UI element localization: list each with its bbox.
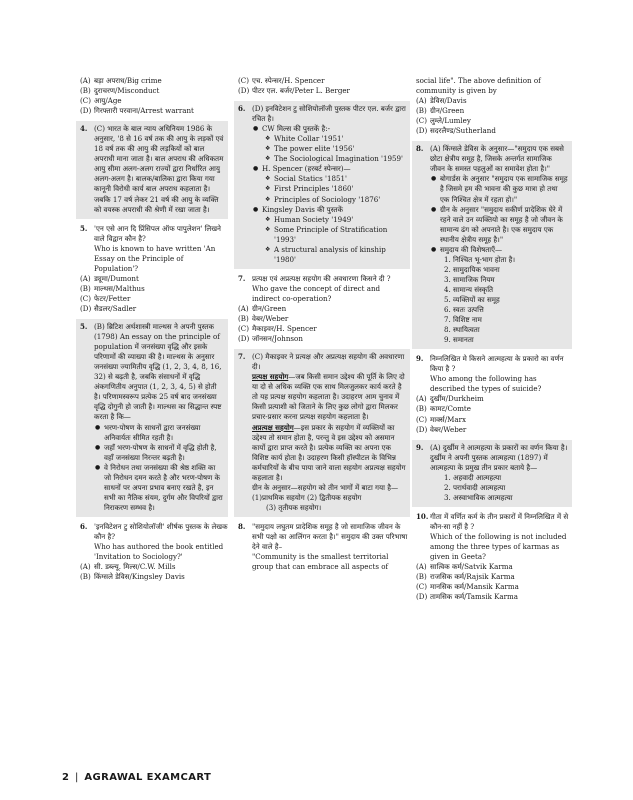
answer-6-groups: ● CW मिल्स की पुस्तकें है:- ❖ White Collar '1951' ❖ The power elite '1956' ❖ The Sociological Imagination '1959' ● H. Spencer (हरबर्ट स्पेन्सर)— ❖ Social Statics '1851' ❖ First Principles '1860' ❖ Principles of Sociology '1876' ● Kingsley Davis की पुस्तकें ❖ Human Society '1949' ❖ Some Principle of Stratification '1993' ❖ A structural analysis of kinship '1980' — [252, 124, 406, 265]
options-block: (A) बड़ा अपराध/Big crime (B) दुराचरण/Misconduct (C) आयु/Age (D) गिरफ्तारी परवाना/Arrest warrant — [80, 76, 194, 116]
column-2 — [238, 76, 410, 572]
options-block: (C) एच. स्पेन्सर/H. Spencer (D) पीटर एल. बर्जर/Peter L. Berger — [238, 76, 350, 96]
options-block: (A) डेविस/Davis (B) ग्रीन/Green (C) लुम्ले/Lumley (D) सदरलैण्ड/Sutherland — [416, 96, 496, 136]
page-footer — [62, 772, 211, 783]
answer-5-bullets: ● भरण-पोषण के साधनों द्वारा जनसंख्या अनिवार्यतः सीमित रहती है। ● जहाँ भरण-पोषण के साधनों में वृद्धि होती है, वहाँ जनसंख्या निरन्तर बढ़ती है। ● वे निरोधन तथा जनसंख्या की श्रेष्ठ शक्ति का जो निरोधन दमन करते है और भरण-पोषण के साधनों पर अपना प्रभाव बनाए रखते है, इन सभी का नैतिक संयम, दुर्गम और विपरियों द्वारा निराकरण सम्भव है। — [94, 423, 224, 513]
question-10: 10. गीता में वर्णित कर्म के तीन प्रकारों में निम्नलिखित में से कौन-सा नहीं है ? Which of the following is not included among the three types of karmas as given in Geeta? (A) सात्विक कर्म/Satvik Karma (B) राजसिक कर्म/Rajsik Karma (C) मानसिक कर्म/Mansik Karma (D) तामसिक कर्म/Tamsik Karma — [416, 511, 569, 602]
question-8: 8. "समुदाय लघुतम प्रादेशिक समूह है जो सामाजिक जीवन के सभी पक्षो का आलिंगन करता है।" समुदाय की उक्त परिभाषा देने वाले है– "Community is the smallest territorial group that can embrace all aspects of — [238, 521, 408, 572]
question-8-continued: social life". The above definition of community is given by — [416, 76, 541, 96]
column-3 — [416, 76, 572, 602]
answer-7: 7. (C) मैकाइवर ने प्रत्यक्ष और अप्रत्यक्ष सहयोग की अवधारणा दी। प्रत्यक्ष सहयोग—जब किसी समान उद्देश्य की पूर्ति के लिए दो या दो से अधिक व्यक्ति एक साथ मिलजुलकर कार्य करते है तो यह प्रत्यक्ष सहयोग कहलाता है। उदाहरण आम चुनाव में किसी प्रत्याशी को जिताने के लिए कुछ लोगो द्वारा मिलकर प्रचार-प्रसार करना प्रत्यक्ष सहयोग कहलाता है। अप्रत्यक्ष सहयोग—इस प्रकार के सहयोग में व्यक्तियों का उद्देश्य तो समान होता है, परन्तु वे इस उद्देश्य को असमान कार्यो द्वारा प्राप्त करते है। प्रत्येक व्यक्ति का अपना एक विशिष्ट कार्य होता है। उदाहरण किसी हॉस्पीटल के विभिन्न कर्मचारियों के बीच पाया जाने वाला सहयोग अप्रत्यक्ष सहयोग कहलाता है। ग्रीन के अनुसार—सहयोग को तीन भागों में बाटा गया है— (1)प्राथमिक सहयोग (2) द्वितीयक सहयोग (3) तृतीयक सहयोग। — [234, 349, 410, 517]
page-number: 2 — [62, 772, 69, 783]
answer-8: 8. (A) किंग्सले डेविस के अनुसार—"समुदाय एक सबसे छोटा क्षेत्रीय समूह है, जिसके अन्तर्गत सामाजिक जीवन के समस्त पहलुओं का समावेश होता है।" ● बोगार्डस के अनुसार "समुदाय एक सामाजिक समूह है जिसमे हम की भावना की कुछ मात्रा हो तथा एक निश्चित क्षेत्र में रहता हो।" ● ग्रीन के अनुसार "समुदाय सकीर्ण प्रादेशिक घेरे में रहने वाले उन व्यक्तियो का समूह है जो जीवन के सामान्य ढंग को अपनाते है। एक समुदाय एक स्थानीय क्षेत्रीय समूह है।" ● समुदाय की विशेषताएँ— 1. निश्चित भू-भाग होता है। 2. सामुदायिक भावना 3. सामाजिक नियम 4. सामान्य संस्कृति 5. व्यक्तियों का समूह 6. स्वतः उत्पत्ति 7. विशिष्ट नाम 8. स्थायित्वता 9. समानता — [412, 141, 572, 349]
answer-6: 6. (D) इनविटेशन टु सोशियोलॉजी पुस्तक पीटर एल. बर्जर द्वारा रचित है। ● CW मिल्स की पुस्तकें है:- ❖ White Collar '1951' ❖ The power elite '1956' ❖ The Sociological Imagination '1959' ● H. Spencer (हरबर्ट स्पेन्सर)— ❖ Social Statics '1851' ❖ First Principles '1860' ❖ Principles of Sociology '1876' ● Kingsley Davis की पुस्तकें ❖ Human Society '1949' ❖ Some Principle of Stratification '1993' ❖ A structural analysis of kinship '1980' — [234, 101, 410, 269]
footer-separator: | — [74, 772, 79, 783]
column-1 — [80, 76, 228, 582]
question-7: 7. प्रत्यक्ष एवं अप्रत्यक्ष सहयोग की अवधारणा किसने दी ? Who gave the concept of direct and indirect co-operation? (A) ग्रीन/Green (B) वेबर/Weber (C) मैकाइवर/H. Spencer (D) जॉनसन/Johnson — [238, 273, 391, 344]
answer-5: 5. (B) ब्रिटिश अर्थशास्त्री माल्थस ने अपनी पुस्तक (1798) An essay on the principle of population में जनसंख्या वृद्धि और इसके परिणामों की व्याख्या की है। माल्थस के अनुसार जनसंख्या ज्यामितीय वृद्धि (1, 2, 3, 4, 8, 16, 32) से बढ़ती है, जबकि संसाधनों में वृद्धि अंकगणितीय अनुपात (1, 2, 3, 4, 5) से होती है। परिणामस्वरूप प्रत्येक 25 वर्ष बाद जनसंख्या वृद्धि दोगुनी हो जाती है। माल्थस का सिद्धान्त स्पष्ट करता है कि— ● भरण-पोषण के साधनों द्वारा जनसंख्या अनिवार्यतः सीमित रहती है। ● जहाँ भरण-पोषण के साधनों में वृद्धि होती है, वहाँ जनसंख्या निरन्तर बढ़ती है। ● वे निरोधन तथा जनसंख्या की श्रेष्ठ शक्ति का जो निरोधन दमन करते है और भरण-पोषण के साधनों पर अपना प्रभाव बनाए रखते है, इन सभी का नैतिक संयम, दुर्गम और विपरियों द्वारा निराकरण सम्भव है। — [76, 319, 228, 517]
community-features: 1. निश्चित भू-भाग होता है। 2. सामुदायिक भावना 3. सामाजिक नियम 4. सामान्य संस्कृति 5. व्यक्तियों का समूह 6. स्वतः उत्पत्ति 7. विशिष्ट नाम 8. स्थायित्वता 9. समानता — [444, 254, 516, 345]
answer-8-bullets: ● बोगार्डस के अनुसार "समुदाय एक सामाजिक समूह है जिसमे हम की भावना की कुछ मात्रा हो तथा एक निश्चित क्षेत्र में रहता हो।" ● ग्रीन के अनुसार "समुदाय सकीर्ण प्रादेशिक घेरे में रहने वाले उन व्यक्तियो का समूह है जो जीवन के सामान्य ढंग को अपनाते है। एक समुदाय एक स्थानीय क्षेत्रीय समूह है।" ● समुदाय की विशेषताएँ— — [430, 174, 568, 254]
question-6: 6. 'इनविटेशन टु सोशियोलॉजी' शीर्षक पुस्तक के लेखक कौन है? Who has authored the book entitled 'Invitation to Sociology?' (A) सी. डब्ल्यू. मिल्स/C.W. Mills (B) किंग्सले डेविस/Kingsley Davis — [80, 521, 228, 582]
brand-logo-text: AGRAWAL EXAMCART — [84, 772, 212, 783]
question-5: 5. 'एन एसे आन दि प्रिंसिपल ऑफ पापुलेशन' लिखने वाले विद्वान कौन है? Who is known to have written 'An Essay on the Principle of Population'? (A) ड्यूमा/Dumont (B) माल्थस/Malthus (C) फेटर/Fetter (D) सैडलर/Sadler — [80, 223, 221, 313]
question-9: 9. निम्नलिखित मे किसने आत्महत्या के प्रकारो का वर्णन किया है ? Who among the following has described the types of suicide? (A) दुर्खीम/Durkheim (B) कामट/Comte (C) मार्क्स/Marx (D) वेबर/Weber — [416, 354, 564, 434]
answer-4: 4. (C) भारत के बाल न्याय अधिनियम 1986 के अनुसार, '8 से 16 वर्ष तक की आयु के लड़कों एवं 18 वर्ष तक की आयु की लड़कियों को बाल अपराधी माना जाता है। बाल अपराध की अधिकतम आयु सीमा अलग-अलग राज्यों द्वारा निर्धारित आयु अलग-अलग है। बालक/बालिका द्वारा किया गया कानूनी विरोधी कार्य बाल अपराध कहलाता है। जबकि 17 वर्ष लेकर 21 वर्ष की आयु के व्यक्ति को वयस्क अपराधी की श्रेणी में रखा जाता है। — [76, 121, 228, 218]
answer-9: 9. (A) दुर्खीम ने आत्महत्या के प्रकारों का वर्णन किया है। दुर्खीम ने अपनी पुस्तक आत्महत्या (1897) में आत्महत्या के प्रमुख तीन प्रकार बताये है— 1. अहवादी आत्महत्या 2. परार्थवादी आत्महत्या 3. अस्वाभाविक आत्महत्या — [412, 440, 572, 507]
